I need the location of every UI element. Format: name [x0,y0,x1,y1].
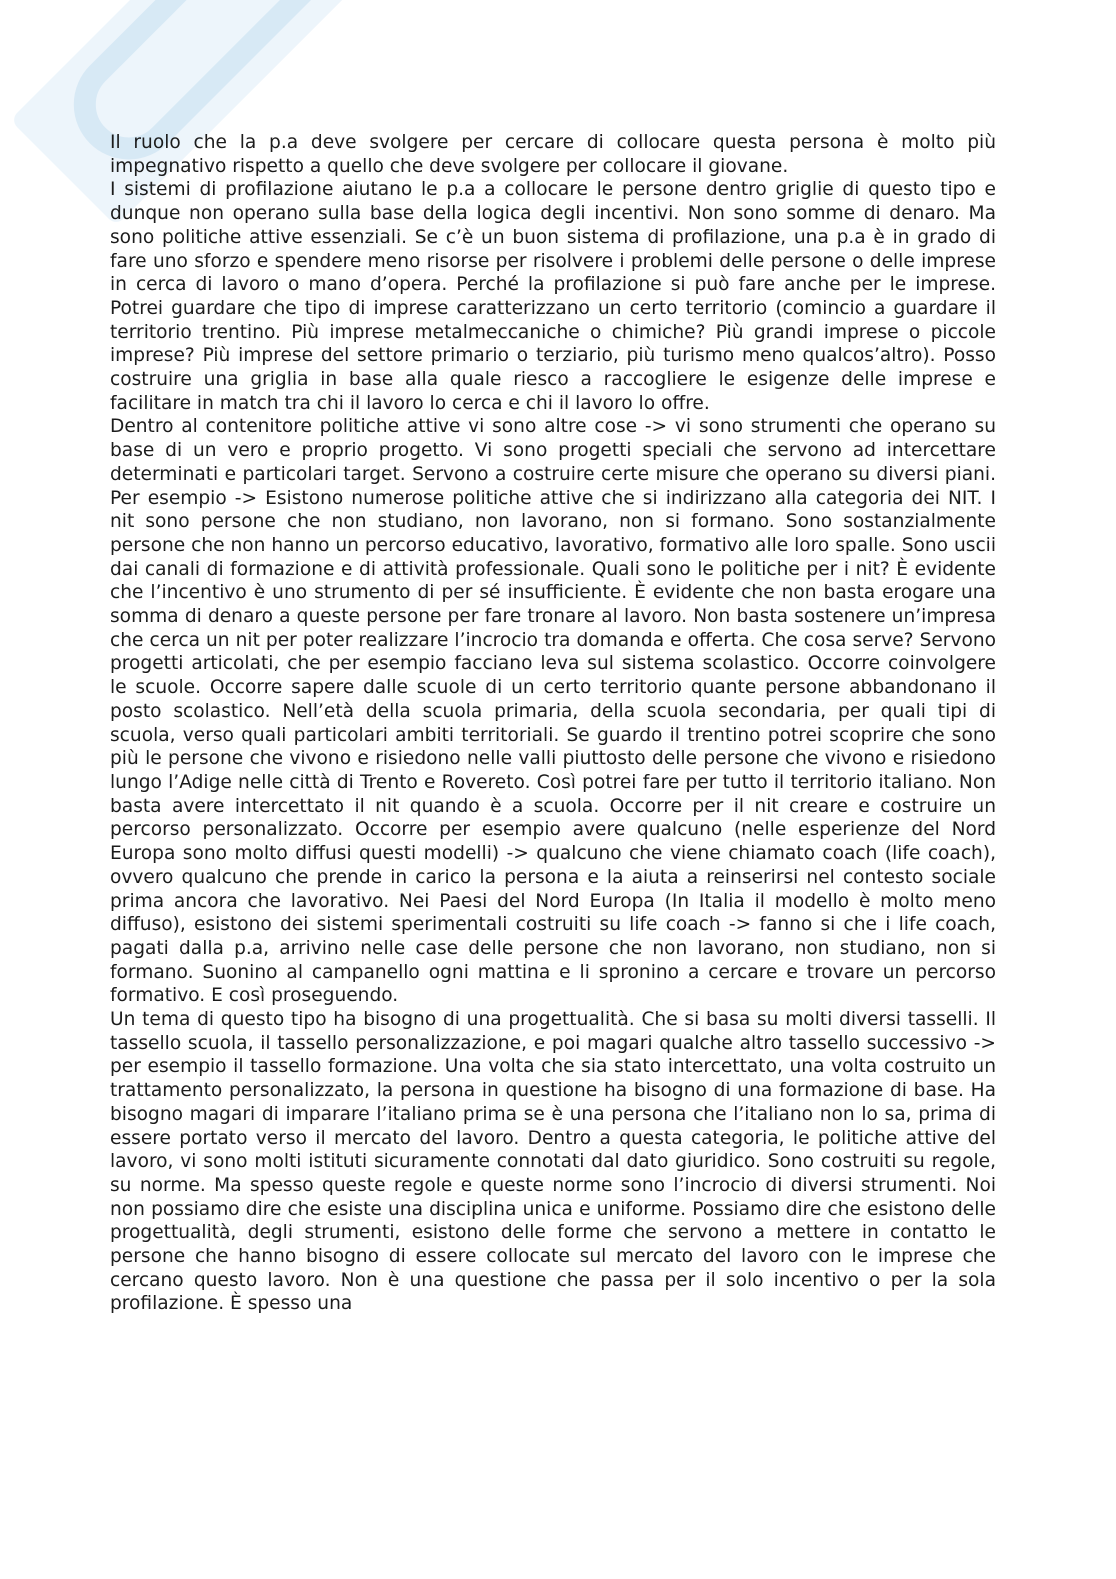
paragraph: I sistemi di profilazione aiutano le p.a a collocare le persone dentro griglie di questo tipo e dunque non operano sulla base della logica degli incentivi. Non sono somme di denaro. Ma sono politiche attive essenziali. Se c’è un buon sistema di profilazione, una p.a è in grado di fare uno sforzo e spendere meno risorse per risolvere i problemi delle persone o delle imprese in cerca di lavoro o mano d’opera. Perché la profilazione si può fare anche per le imprese. Potrei guardare che tipo di imprese caratterizzano un certo territorio (comincio a guardare il territorio trentino. Più imprese metalmeccaniche o chimiche? Più grandi imprese o piccole imprese? Più imprese del settore primario o terziario, più turismo meno qualcos’altro). Posso costruire una griglia in base alla quale riesco a raccogliere le esigenze delle imprese e facilitare in match tra chi il lavoro lo cerca e chi il lavoro lo offre. [110,179,996,414]
paragraph: Dentro al contenitore politiche attive vi sono altre cose -> vi sono strumenti che operano su base di un vero e proprio progetto. Vi sono progetti speciali che servono ad intercettare determinati e particolari target. Servono a costruire certe misure che operano su diversi piani. Per esempio -> Esistono numerose politiche attive che si indirizzano alla categoria dei NIT. I nit sono persone che non studiano, non lavorano, non si formano. Sono sostanzialmente persone che non hanno un percorso educativo, lavorativo, formativo alle loro spalle. Sono uscii dai canali di formazione e di attività professionale. Quali sono le politiche per i nit? È evidente che l’incentivo è uno strumento di per sé insufficiente. È evidente che non basta erogare una somma di denaro a queste persone per fare tronare al lavoro. Non basta sostenere un’impresa che cerca un nit per poter realizzare l’incrocio tra domanda e offerta. Che cosa serve? Servono progetti articolati, che per esempio facciano leva sul sistema scolastico. Occorre coinvolgere le scuole. Occorre sapere dalle scuole di un certo territorio quante persone abbandonano il posto scolastico. Nell’età della scuola primaria, della scuola secondaria, per quali tipi di scuola, verso quali particolari ambiti territoriali. Se guardo il trentino potrei scoprire che sono più le persone che vivono e risiedono nelle valli piuttosto delle persone che vivono e risiedono lungo l’Adige nelle città di Trento e Rovereto. Così potrei fare per tutto il territorio italiano. Non basta avere intercettato il nit quando è a scuola. Occorre per il nit creare e costruire un percorso personalizzato. Occorre per esempio avere qualcuno (nelle esperienze del Nord Europa sono molto diffusi questi modelli) -> qualcuno che viene chiamato coach (life coach), ovvero qualcuno che prende in carico la persona e la aiuta a reinserirsi nel contesto sociale prima ancora che lavorativo. Nei Paesi del Nord Europa (In Italia il modello è molto meno diffuso), esistono dei sistemi sperimentali costruiti su life coach -> fanno si che i life coach, pagati dalla p.a, arrivino nelle case delle persone che non lavorano, non studiano, non si formano. Suonino al campanello ogni mattina e li spronino a cercare e trovare un percorso formativo. E così proseguendo. [110,416,996,1007]
document-body [110,131,996,1316]
paragraph: Il ruolo che la p.a deve svolgere per cercare di collocare questa persona è molto più impegnativo rispetto a quello che deve svolgere per collocare il giovane. [110,132,996,177]
paragraph: Un tema di questo tipo ha bisogno di una progettualità. Che si basa su molti diversi tasselli. Il tassello scuola, il tassello personalizzazione, e poi magari qualche altro tassello successivo -> per esempio il tassello formazione. Una volta che sia stato intercettato, una volta costruito un trattamento personalizzato, la persona in questione ha bisogno di una formazione di base. Ha bisogno magari di imparare l’italiano prima se è una persona che l’italiano non lo sa, prima di essere portato verso il mercato del lavoro. Dentro a questa categoria, le politiche attive del lavoro, vi sono molti istituti sicuramente connotati dal dato giuridico. Sono costruiti su regole, su norme. Ma spesso queste regole e queste norme sono l’incrocio di diversi strumenti. Noi non possiamo dire che esiste una disciplina unica e uniforme. Possiamo dire che esistono delle progettualità, degli strumenti, esistono delle forme che servono a mettere in contatto le persone che hanno bisogno di essere collocate sul mercato del lavoro con le imprese che cercano questo lavoro. Non è una questione che passa per il solo incentivo o per la sola profilazione. È spesso una [110,1009,996,1315]
